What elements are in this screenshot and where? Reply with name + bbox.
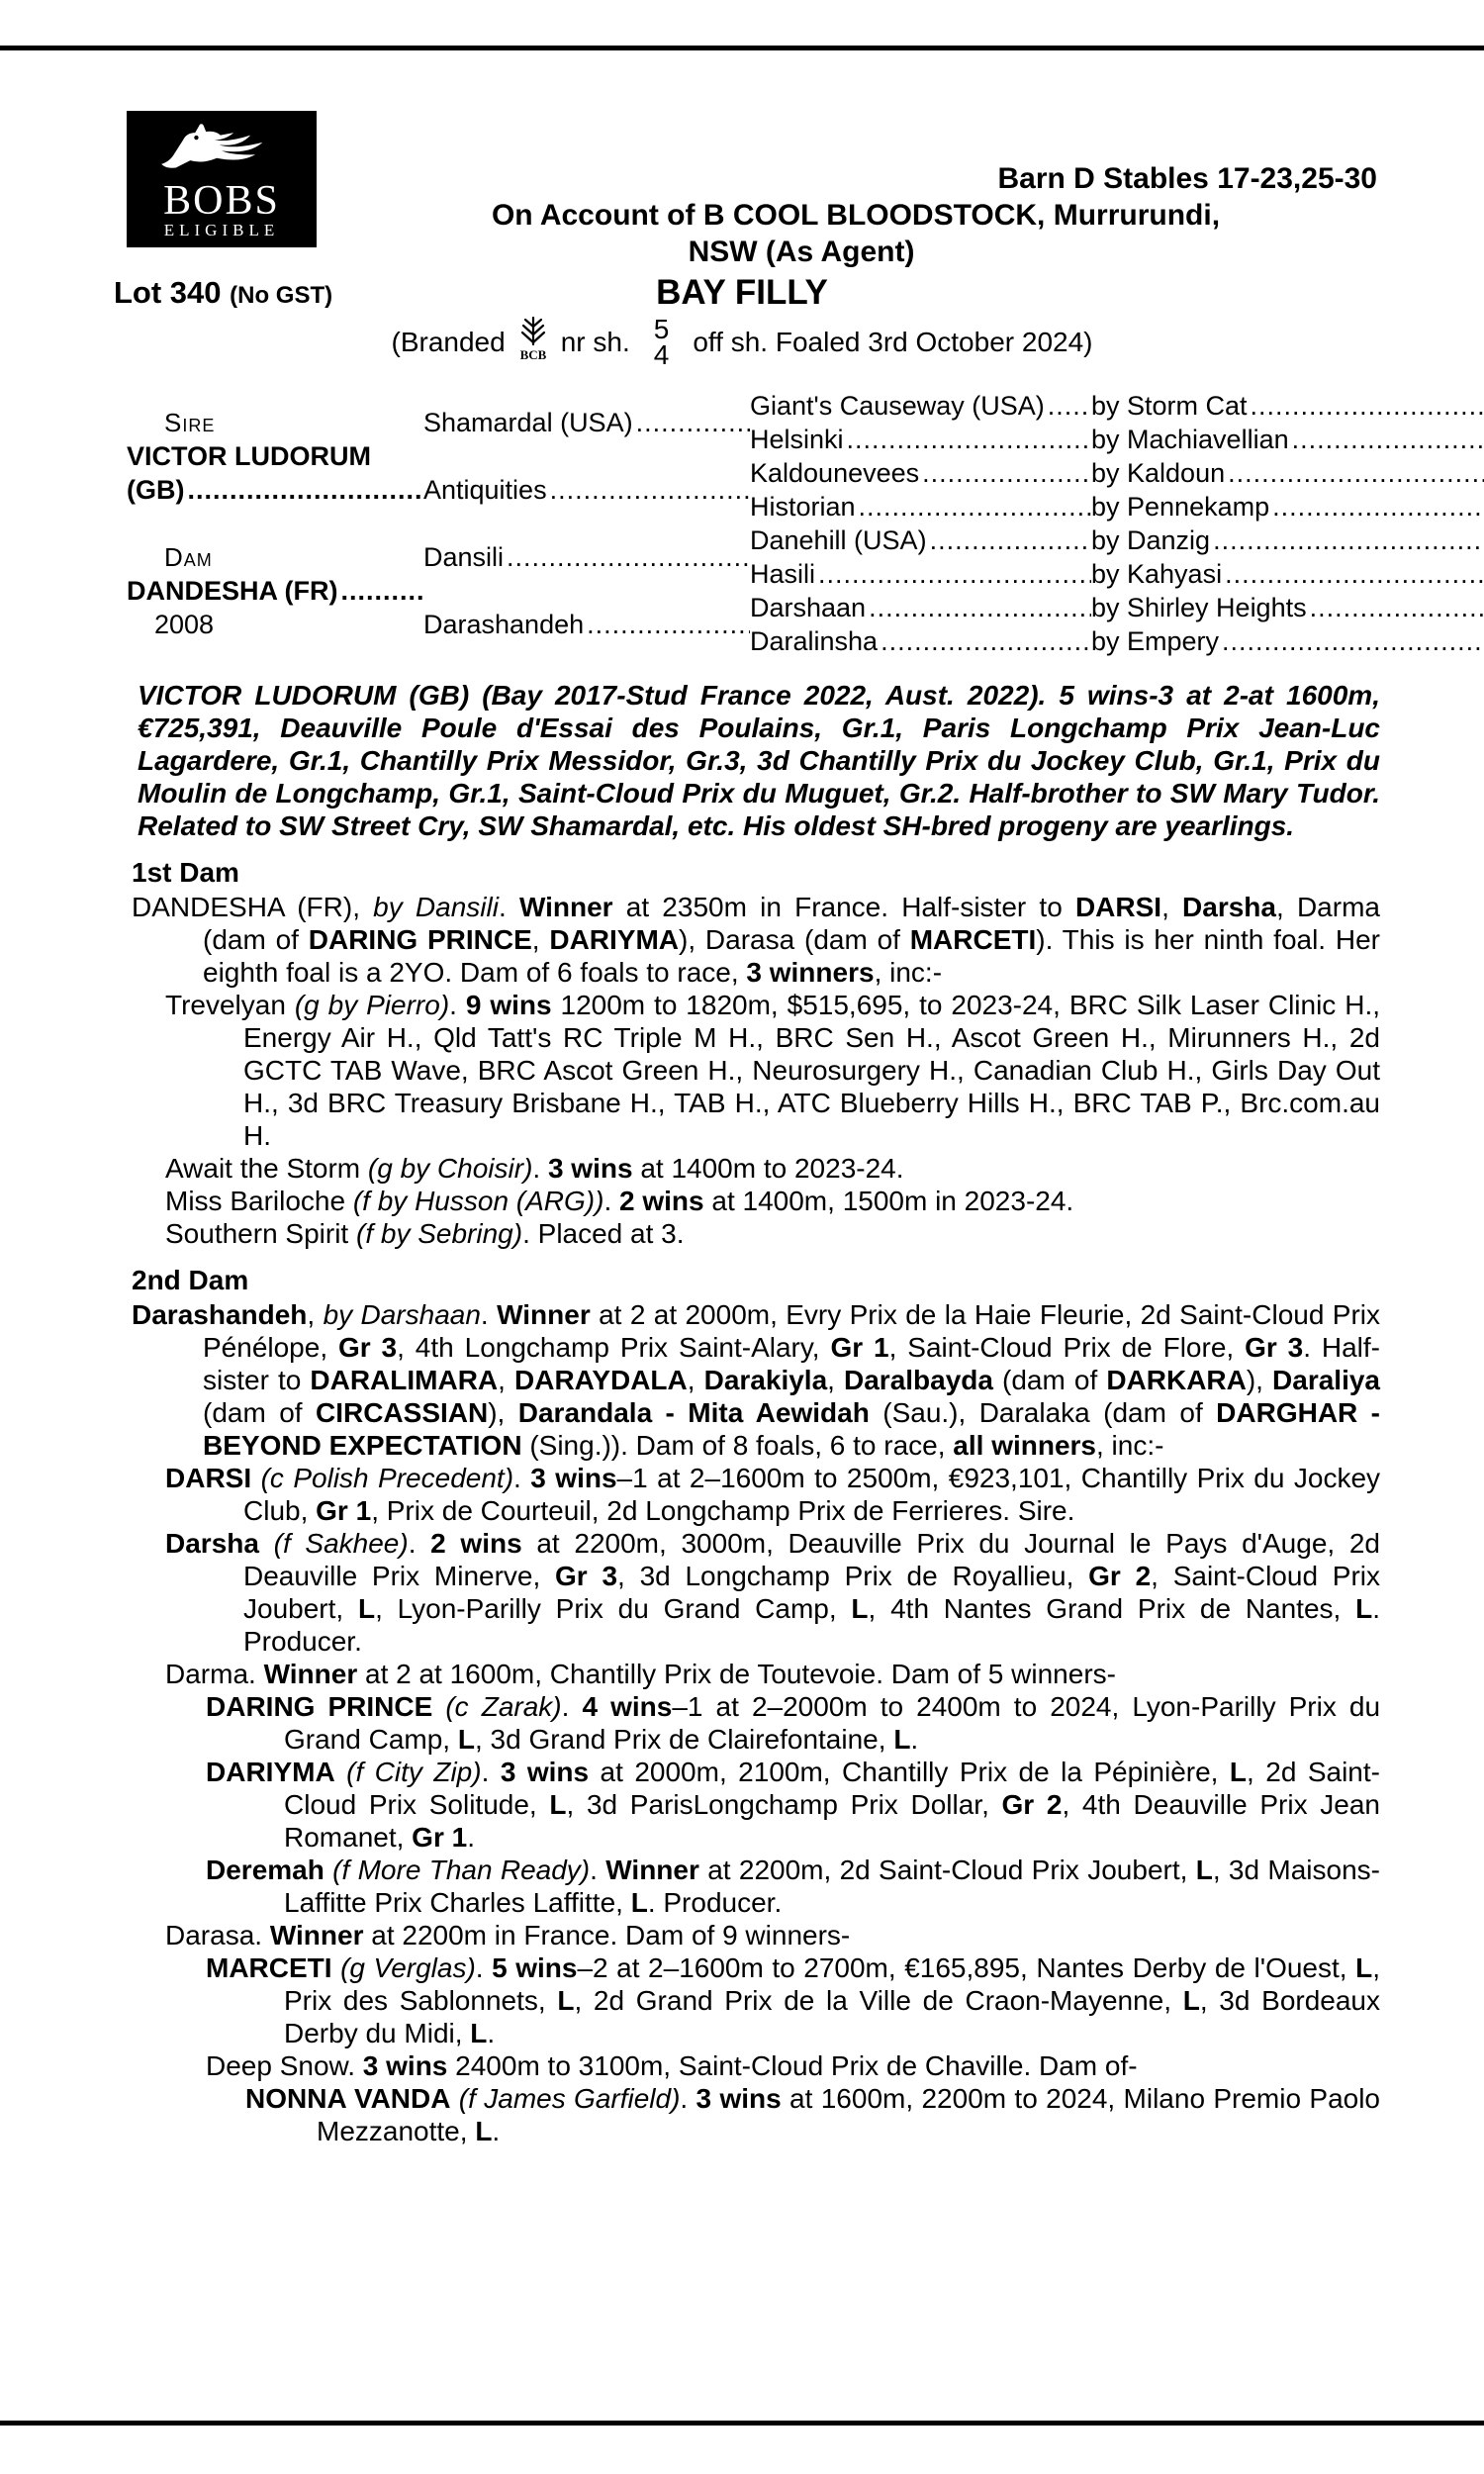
- parent-name: Antiquities: [423, 474, 547, 505]
- grandparent-cell: [750, 557, 1091, 591]
- sire-suffix: (GB): [127, 475, 185, 505]
- parent-cell: [423, 523, 750, 591]
- dot-leader: [859, 492, 1091, 523]
- grandparent-cell: [750, 591, 1091, 624]
- great-grandparent-name: by Danzig: [1091, 524, 1211, 555]
- grandparent-name: Daralinsha: [750, 625, 879, 656]
- pedigree-table: [127, 389, 1380, 658]
- branded-suffix: off sh. Foaled 3rd October 2024): [693, 326, 1093, 357]
- gst-note: (No GST): [230, 282, 333, 309]
- second-dam-heading: 2nd Dam: [132, 1265, 249, 1295]
- entry-darsi: DARSI (c Polish Precedent). 3 wins–1 at 2–1600m to 2500m, €923,101, Chantilly Prix du Jockey Club, Gr 1, Prix de Courteuil, 2d Longchamp Prix de Ferrieres. Sire.: [165, 1463, 1381, 1526]
- great-grandparent-cell: [1091, 490, 1484, 523]
- dot-leader: [847, 425, 1091, 455]
- dot-leader: [1225, 559, 1484, 590]
- barn-line: Barn D Stables 17-23,25-30: [997, 162, 1377, 195]
- dot-leader: [1222, 626, 1484, 657]
- dot-leader: [869, 593, 1091, 623]
- parent-name: Darashandeh: [423, 609, 585, 639]
- dot-leader: [881, 626, 1091, 657]
- dot-leader: [587, 610, 750, 640]
- grandparent-cell: [750, 423, 1091, 456]
- parent-cell: [423, 389, 750, 456]
- entry-deep-snow: Deep Snow. 3 wins 2400m to 3100m, Saint-Cloud Prix de Chaville. Dam of-: [206, 2050, 1138, 2081]
- grandparent-cell: [750, 389, 1091, 423]
- entry-darasa: Darasa. Winner at 2200m in France. Dam of 9 winners-: [165, 1920, 851, 1951]
- dot-leader: [1292, 425, 1484, 455]
- svg-text:BCB: BCB: [519, 347, 547, 362]
- parent-name: Shamardal (USA): [423, 407, 633, 437]
- great-grandparent-name: by Empery: [1091, 625, 1220, 656]
- great-grandparent-cell: [1091, 423, 1484, 456]
- sire-label: Sire: [164, 408, 216, 437]
- catalogue-body: [132, 679, 1380, 2147]
- grandparent-name: Danehill (USA): [750, 524, 927, 555]
- dam-label: Dam: [164, 542, 213, 572]
- entry-await-the-storm: Await the Storm (g by Choisir). 3 wins at 1400m to 2023-24.: [165, 1153, 904, 1184]
- great-grandparent-cell: [1091, 591, 1484, 624]
- branding-line: [0, 315, 1484, 369]
- entry-trevelyan: Trevelyan (g by Pierro). 9 wins 1200m to 1820m, $515,695, to 2023-24, BRC Silk Laser Clinic H., Energy Air H., Qld Tatt's RC Triple M H., BRC Sen H., Ascot Green H., Mirunners H., 2d GCTC TAB Wave, BRC Ascot Green H., Neurosurgery H., Canadian Club H., Girls Day Out H., 3d BRC Treasury Brisbane H., TAB H., ATC Blueberry Hills H., BRC TAB P., Brc.com.au H.: [165, 990, 1381, 1151]
- grandparent-name: Giant's Causeway (USA): [750, 390, 1045, 421]
- entry-southern-spirit: Southern Spirit (f by Sebring). Placed at 3.: [165, 1218, 685, 1249]
- brand-mark-icon: [515, 315, 551, 369]
- great-grandparent-cell: [1091, 389, 1484, 423]
- grandparent-cell: [750, 456, 1091, 490]
- sire-race-record: VICTOR LUDORUM (GB) (Bay 2017-Stud France 2022, Aust. 2022). 5 wins-3 at 2-at 1600m, €725,391, Deauville Poule d'Essai des Poulains, Gr.1, Paris Longchamp Prix Jean-Luc Lagardere, Gr.1, Chantilly Prix Messidor, Gr.3, 3d Chantilly Prix du Jockey Club, Gr.1, Prix du Moulin de Longchamp, Gr.1, Saint-Cloud Prix du Muguet, Gr.2. Half-brother to SW Mary Tudor. Related to SW Street Cry, SW Shamardal, etc. His oldest SH-bred progeny are yearlings.: [138, 680, 1380, 841]
- consignor-header: [0, 160, 1484, 270]
- branded-prefix: (Branded: [391, 326, 506, 357]
- dot-leader: [636, 408, 750, 438]
- sire-name: VICTOR LUDORUM: [127, 441, 371, 471]
- dot-leader: [340, 574, 423, 608]
- entry-dandesha: DANDESHA (FR), by Dansili. Winner at 2350m in France. Half-sister to DARSI, Darsha, Darma (dam of DARING PRINCE, DARIYMA), Darasa (dam of MARCETI). This is her ninth foal. Her eighth foal is a 2YO. Dam of 6 foals to race, 3 winners, inc:-: [132, 892, 1380, 988]
- dam-block: [127, 523, 423, 658]
- brand-number-bottom: 4: [653, 338, 670, 370]
- parent-name: Dansili: [423, 541, 505, 572]
- lot-number: Lot 340 (No GST): [114, 275, 333, 310]
- entry-nonna-vanda: NONNA VANDA (f James Garfield). 3 wins at 1600m, 2200m to 2024, Milano Premio Paolo Mezzanotte, L.: [245, 2083, 1380, 2146]
- dot-leader: [1272, 492, 1484, 523]
- dot-leader: [818, 559, 1091, 590]
- dot-leader: [507, 542, 750, 573]
- great-grandparent-name: by Kaldoun: [1091, 457, 1226, 488]
- grandparent-cell: [750, 523, 1091, 557]
- great-grandparent-name: by Kahyasi: [1091, 558, 1223, 589]
- dot-leader: [1228, 458, 1484, 489]
- great-grandparent-cell: [1091, 523, 1484, 557]
- great-grandparent-cell: [1091, 456, 1484, 490]
- grandparent-name: Kaldounevees: [750, 457, 920, 488]
- dot-leader: [930, 525, 1091, 556]
- entry-deremah: Deremah (f More Than Ready). Winner at 2200m, 2d Saint-Cloud Prix Joubert, L, 3d Maisons-Laffitte Prix Charles Laffitte, L. Producer.: [206, 1855, 1380, 1918]
- great-grandparent-name: by Pennekamp: [1091, 491, 1270, 522]
- entry-marceti: MARCETI (g Verglas). 5 wins–2 at 2–1600m to 2700m, €165,895, Nantes Derby de l'Ouest, L, Prix des Sablonnets, L, 2d Grand Prix de la Ville de Craon-Mayenne, L, 3d Bordeaux Derby du Midi, L.: [206, 1952, 1381, 2048]
- great-grandparent-cell: [1091, 557, 1484, 591]
- lot-line: [0, 273, 1484, 313]
- entry-miss-bariloche: Miss Bariloche (f by Husson (ARG)). 2 wins at 1400m, 1500m in 2023-24.: [165, 1186, 1074, 1216]
- first-dam-heading: 1st Dam: [132, 857, 239, 888]
- parent-cell: [423, 456, 750, 523]
- dot-leader: [1048, 391, 1091, 422]
- dot-leader: [550, 475, 750, 506]
- great-grandparent-cell: [1091, 624, 1484, 658]
- grandparent-name: Helsinki: [750, 424, 844, 454]
- account-line-2: NSW (As Agent): [688, 236, 915, 268]
- grandparent-name: Darshaan: [750, 592, 867, 622]
- entry-dariyma: DARIYMA (f City Zip). 3 wins at 2000m, 2100m, Chantilly Prix de la Pépinière, L, 2d Saint-Cloud Prix Solitude, L, 3d ParisLongchamp Prix Dollar, Gr 2, 4th Deauville Prix Jean Romanet, Gr 1.: [206, 1757, 1380, 1853]
- brand-number-top: 5: [653, 313, 670, 344]
- account-line-1: On Account of B COOL BLOODSTOCK, Murrurundi,: [491, 199, 1221, 232]
- great-grandparent-name: by Shirley Heights: [1091, 592, 1307, 622]
- grandparent-cell: [750, 490, 1091, 523]
- entry-darashandeh: Darashandeh, by Darshaan. Winner at 2 at 2000m, Evry Prix de la Haie Fleurie, 2d Saint-Cloud Prix Pénélope, Gr 3, 4th Longchamp Prix Saint-Alary, Gr 1, Saint-Cloud Prix de Flore, Gr 3. Half-sister to DARALIMARA, DARAYDALA, Darakiyla, Daralbayda (dam of DARKARA), Daraliya (dam of CIRCASSIAN), Darandala - Mita Aewidah (Sau.), Daralaka (dam of DARGHAR - BEYOND EXPECTATION (Sing.)). Dam of 8 foals, 6 to race, all winners, inc:-: [132, 1299, 1381, 1461]
- dot-leader: [1310, 593, 1484, 623]
- grandparent-cell: [750, 624, 1091, 658]
- logo-text-bobs: BOBS: [163, 177, 280, 224]
- dot-leader: [187, 473, 423, 507]
- grandparent-name: Hasili: [750, 558, 816, 589]
- sex-colour-title: BAY FILLY: [656, 273, 828, 312]
- logo-text-eligible: ELIGIBLE: [163, 220, 280, 239]
- dot-leader: [1213, 525, 1484, 556]
- entry-darma: Darma. Winner at 2 at 1600m, Chantilly Prix de Toutevoie. Dam of 5 winners-: [165, 1659, 1116, 1689]
- dam-name: DANDESHA (FR): [127, 576, 338, 606]
- parent-cell: [423, 591, 750, 658]
- top-rule: [0, 46, 1484, 50]
- near-side-label: nr sh.: [560, 326, 630, 357]
- great-grandparent-name: by Storm Cat: [1091, 390, 1248, 421]
- brand-numbers: [653, 313, 670, 370]
- sire-block: [127, 389, 423, 523]
- dot-leader: [1251, 391, 1484, 422]
- grandparent-name: Historian: [750, 491, 856, 522]
- entry-daring-prince: DARING PRINCE (c Zarak). 4 wins–1 at 2–2000m to 2400m to 2024, Lyon-Parilly Prix du Grand Camp, L, 3d Grand Prix de Clairefontaine, L.: [206, 1691, 1381, 1755]
- entry-darsha: Darsha (f Sakhee). 2 wins at 2200m, 3000m, Deauville Prix du Journal le Pays d'Auge, 2d Deauville Prix Minerve, Gr 3, 3d Longchamp Prix de Royallieu, Gr 2, Saint-Cloud Prix Joubert, L, Lyon-Parilly Prix du Grand Camp, L, 4th Nantes Grand Prix de Nantes, L. Producer.: [165, 1528, 1380, 1657]
- bottom-rule: [0, 2421, 1484, 2426]
- dot-leader: [922, 458, 1091, 489]
- dam-year: 2008: [154, 610, 215, 639]
- great-grandparent-name: by Machiavellian: [1091, 424, 1289, 454]
